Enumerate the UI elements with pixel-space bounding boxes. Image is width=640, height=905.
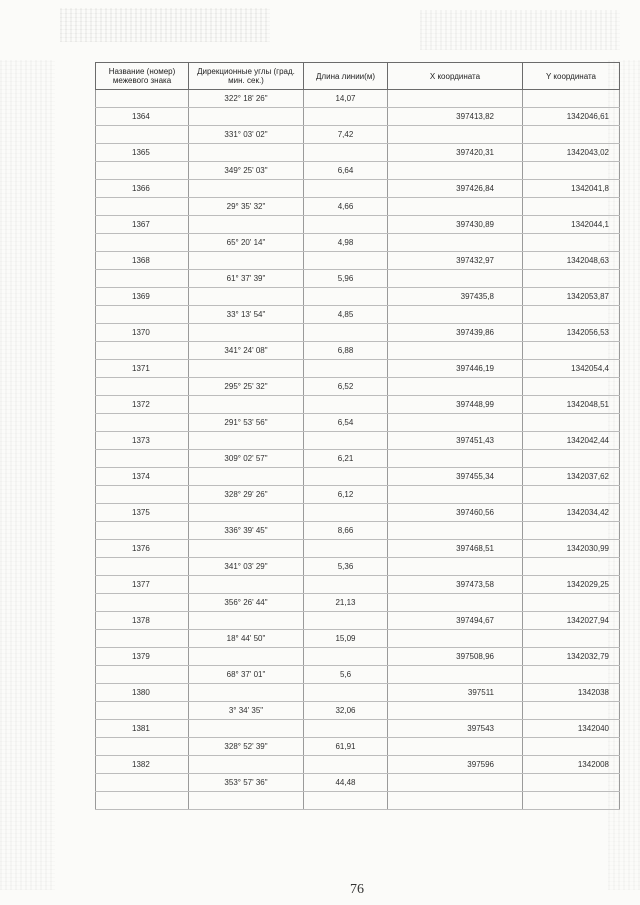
x-cell <box>388 342 523 360</box>
length-cell <box>304 396 388 414</box>
table-row <box>96 594 620 612</box>
table-row <box>96 126 620 144</box>
table-row <box>96 198 620 216</box>
table-row <box>96 270 620 288</box>
x-cell <box>388 198 523 216</box>
length-cell <box>304 216 388 234</box>
table-row <box>96 774 620 792</box>
table-row <box>96 378 620 396</box>
length-cell <box>304 108 388 126</box>
table-row <box>96 288 620 306</box>
length-cell: 6,12 <box>304 486 388 504</box>
table-row <box>96 324 620 342</box>
table-row <box>96 612 620 630</box>
y-cell <box>523 486 620 504</box>
length-cell: 21,13 <box>304 594 388 612</box>
x-cell <box>388 792 523 810</box>
x-cell: 397460,56 <box>388 504 523 522</box>
mark-cell <box>96 666 189 684</box>
x-cell <box>388 666 523 684</box>
mark-cell: 1365 <box>96 144 189 162</box>
y-cell <box>523 522 620 540</box>
angle-cell <box>189 324 304 342</box>
x-cell: 397451,43 <box>388 432 523 450</box>
x-cell <box>388 162 523 180</box>
mark-cell: 1364 <box>96 108 189 126</box>
length-cell <box>304 432 388 450</box>
length-cell: 44,48 <box>304 774 388 792</box>
x-cell: 397473,58 <box>388 576 523 594</box>
length-cell <box>304 792 388 810</box>
mark-cell <box>96 702 189 720</box>
length-cell: 5,6 <box>304 666 388 684</box>
angle-cell <box>189 468 304 486</box>
angle-cell: 33° 13' 54" <box>189 306 304 324</box>
y-cell: 1342048,63 <box>523 252 620 270</box>
coordinates-table <box>95 62 620 810</box>
length-cell <box>304 324 388 342</box>
mark-cell <box>96 450 189 468</box>
table-row <box>96 90 620 108</box>
angle-cell <box>189 252 304 270</box>
angle-cell <box>189 792 304 810</box>
x-cell <box>388 378 523 396</box>
angle-cell: 331° 03' 02" <box>189 126 304 144</box>
x-cell: 397596 <box>388 756 523 774</box>
y-cell: 1342038 <box>523 684 620 702</box>
table-row <box>96 360 620 378</box>
x-cell <box>388 558 523 576</box>
y-cell <box>523 630 620 648</box>
table-row <box>96 630 620 648</box>
y-cell <box>523 198 620 216</box>
table-row <box>96 756 620 774</box>
scan-noise <box>420 10 620 50</box>
x-cell: 397448,99 <box>388 396 523 414</box>
mark-cell: 1370 <box>96 324 189 342</box>
angle-cell <box>189 576 304 594</box>
header-y: Y координата <box>523 63 620 90</box>
length-cell: 5,96 <box>304 270 388 288</box>
y-cell <box>523 738 620 756</box>
x-cell: 397508,96 <box>388 648 523 666</box>
table-row <box>96 450 620 468</box>
table-row <box>96 648 620 666</box>
mark-cell <box>96 522 189 540</box>
x-cell <box>388 234 523 252</box>
table-row <box>96 504 620 522</box>
x-cell <box>388 90 523 108</box>
angle-cell <box>189 504 304 522</box>
table-row <box>96 720 620 738</box>
angle-cell <box>189 756 304 774</box>
mark-cell: 1380 <box>96 684 189 702</box>
length-cell <box>304 180 388 198</box>
length-cell <box>304 648 388 666</box>
y-cell: 1342029,25 <box>523 576 620 594</box>
length-cell: 4,66 <box>304 198 388 216</box>
header-length: Длина линии(м) <box>304 63 388 90</box>
angle-cell <box>189 648 304 666</box>
angle-cell: 341° 24' 08" <box>189 342 304 360</box>
y-cell: 1342043,02 <box>523 144 620 162</box>
angle-cell: 68° 37' 01" <box>189 666 304 684</box>
mark-cell <box>96 342 189 360</box>
length-cell: 6,52 <box>304 378 388 396</box>
x-cell <box>388 306 523 324</box>
table-row <box>96 522 620 540</box>
length-cell: 7,42 <box>304 126 388 144</box>
mark-cell <box>96 378 189 396</box>
table-row <box>96 684 620 702</box>
x-cell: 397430,89 <box>388 216 523 234</box>
angle-cell: 356° 26' 44" <box>189 594 304 612</box>
mark-cell <box>96 126 189 144</box>
length-cell <box>304 576 388 594</box>
page-number: 76 <box>350 882 364 897</box>
table-row <box>96 414 620 432</box>
table-row <box>96 216 620 234</box>
length-cell: 6,21 <box>304 450 388 468</box>
y-cell <box>523 450 620 468</box>
table-header-row <box>96 63 620 90</box>
angle-cell <box>189 396 304 414</box>
mark-cell <box>96 792 189 810</box>
table-row <box>96 108 620 126</box>
length-cell <box>304 144 388 162</box>
mark-cell <box>96 414 189 432</box>
x-cell: 397494,67 <box>388 612 523 630</box>
length-cell <box>304 360 388 378</box>
y-cell <box>523 162 620 180</box>
angle-cell <box>189 288 304 306</box>
y-cell: 1342042,44 <box>523 432 620 450</box>
x-cell <box>388 702 523 720</box>
y-cell: 1342046,61 <box>523 108 620 126</box>
mark-cell <box>96 486 189 504</box>
y-cell: 1342040 <box>523 720 620 738</box>
scan-noise <box>60 8 270 42</box>
y-cell: 1342032,79 <box>523 648 620 666</box>
angle-cell: 336° 39' 45" <box>189 522 304 540</box>
length-cell: 4,98 <box>304 234 388 252</box>
x-cell: 397543 <box>388 720 523 738</box>
y-cell <box>523 702 620 720</box>
length-cell: 15,09 <box>304 630 388 648</box>
angle-cell: 349° 25' 03" <box>189 162 304 180</box>
angle-cell <box>189 684 304 702</box>
mark-cell: 1377 <box>96 576 189 594</box>
table-row <box>96 396 620 414</box>
table-row <box>96 486 620 504</box>
y-cell <box>523 792 620 810</box>
table-row <box>96 792 620 810</box>
x-cell: 397511 <box>388 684 523 702</box>
length-cell <box>304 252 388 270</box>
y-cell <box>523 774 620 792</box>
angle-cell <box>189 180 304 198</box>
x-cell <box>388 594 523 612</box>
mark-cell: 1379 <box>96 648 189 666</box>
x-cell <box>388 774 523 792</box>
y-cell: 1342048,51 <box>523 396 620 414</box>
angle-cell <box>189 540 304 558</box>
angle-cell: 309° 02' 57" <box>189 450 304 468</box>
length-cell <box>304 540 388 558</box>
angle-cell: 295° 25' 32" <box>189 378 304 396</box>
table-row <box>96 162 620 180</box>
y-cell: 1342056,53 <box>523 324 620 342</box>
mark-cell: 1375 <box>96 504 189 522</box>
mark-cell: 1372 <box>96 396 189 414</box>
x-cell <box>388 486 523 504</box>
header-angle: Дирекционные углы (град. мин. сек.) <box>189 63 304 90</box>
table-row <box>96 702 620 720</box>
table-row <box>96 234 620 252</box>
x-cell: 397455,34 <box>388 468 523 486</box>
mark-cell <box>96 270 189 288</box>
mark-cell: 1381 <box>96 720 189 738</box>
x-cell <box>388 270 523 288</box>
angle-cell: 353° 57' 36" <box>189 774 304 792</box>
x-cell <box>388 522 523 540</box>
mark-cell <box>96 594 189 612</box>
y-cell: 1342030,99 <box>523 540 620 558</box>
y-cell: 1342008 <box>523 756 620 774</box>
mark-cell <box>96 90 189 108</box>
mark-cell: 1371 <box>96 360 189 378</box>
mark-cell: 1378 <box>96 612 189 630</box>
length-cell: 8,66 <box>304 522 388 540</box>
y-cell: 1342027,94 <box>523 612 620 630</box>
y-cell <box>523 414 620 432</box>
angle-cell: 328° 52' 39" <box>189 738 304 756</box>
mark-cell <box>96 630 189 648</box>
mark-cell <box>96 738 189 756</box>
length-cell <box>304 612 388 630</box>
angle-cell <box>189 720 304 738</box>
angle-cell: 291° 53' 56" <box>189 414 304 432</box>
y-cell <box>523 594 620 612</box>
angle-cell <box>189 612 304 630</box>
mark-cell: 1368 <box>96 252 189 270</box>
length-cell: 6,54 <box>304 414 388 432</box>
y-cell <box>523 270 620 288</box>
angle-cell <box>189 216 304 234</box>
y-cell: 1342053,87 <box>523 288 620 306</box>
y-cell: 1342044,1 <box>523 216 620 234</box>
mark-cell: 1382 <box>96 756 189 774</box>
mark-cell <box>96 198 189 216</box>
table-row <box>96 306 620 324</box>
table-row <box>96 738 620 756</box>
header-x: X координата <box>388 63 523 90</box>
x-cell: 397420,31 <box>388 144 523 162</box>
x-cell: 397432,97 <box>388 252 523 270</box>
length-cell: 61,91 <box>304 738 388 756</box>
table-row <box>96 558 620 576</box>
angle-cell <box>189 432 304 450</box>
angle-cell <box>189 108 304 126</box>
table-row <box>96 342 620 360</box>
mark-cell <box>96 162 189 180</box>
angle-cell: 328° 29' 26" <box>189 486 304 504</box>
angle-cell: 3° 34' 35" <box>189 702 304 720</box>
mark-cell: 1373 <box>96 432 189 450</box>
length-cell <box>304 720 388 738</box>
table-row <box>96 576 620 594</box>
length-cell: 14,07 <box>304 90 388 108</box>
length-cell: 6,88 <box>304 342 388 360</box>
x-cell <box>388 414 523 432</box>
length-cell: 32,06 <box>304 702 388 720</box>
table-row <box>96 666 620 684</box>
angle-cell: 341° 03' 29" <box>189 558 304 576</box>
y-cell <box>523 378 620 396</box>
mark-cell: 1376 <box>96 540 189 558</box>
angle-cell: 61° 37' 39" <box>189 270 304 288</box>
table-row <box>96 180 620 198</box>
length-cell <box>304 504 388 522</box>
y-cell <box>523 90 620 108</box>
length-cell: 5,36 <box>304 558 388 576</box>
length-cell <box>304 288 388 306</box>
y-cell <box>523 666 620 684</box>
y-cell <box>523 126 620 144</box>
x-cell: 397468,51 <box>388 540 523 558</box>
mark-cell: 1369 <box>96 288 189 306</box>
table-row <box>96 468 620 486</box>
mark-cell <box>96 306 189 324</box>
x-cell: 397435,8 <box>388 288 523 306</box>
x-cell <box>388 738 523 756</box>
length-cell: 6,64 <box>304 162 388 180</box>
table-row <box>96 432 620 450</box>
x-cell: 397426,84 <box>388 180 523 198</box>
x-cell <box>388 630 523 648</box>
x-cell <box>388 450 523 468</box>
x-cell: 397413,82 <box>388 108 523 126</box>
y-cell: 1342034,42 <box>523 504 620 522</box>
mark-cell <box>96 558 189 576</box>
length-cell <box>304 684 388 702</box>
y-cell: 1342037,62 <box>523 468 620 486</box>
mark-cell: 1367 <box>96 216 189 234</box>
x-cell: 397446,19 <box>388 360 523 378</box>
angle-cell: 29° 35' 32" <box>189 198 304 216</box>
angle-cell: 65° 20' 14" <box>189 234 304 252</box>
table-row <box>96 144 620 162</box>
y-cell <box>523 306 620 324</box>
y-cell: 1342054,4 <box>523 360 620 378</box>
angle-cell <box>189 144 304 162</box>
scan-noise <box>0 60 55 890</box>
x-cell: 397439,86 <box>388 324 523 342</box>
y-cell <box>523 558 620 576</box>
mark-cell <box>96 774 189 792</box>
y-cell: 1342041,8 <box>523 180 620 198</box>
length-cell <box>304 468 388 486</box>
x-cell <box>388 126 523 144</box>
mark-cell <box>96 234 189 252</box>
length-cell: 4,85 <box>304 306 388 324</box>
table-row <box>96 252 620 270</box>
header-mark: Название (номер) межевого знака <box>96 63 189 90</box>
angle-cell: 18° 44' 50" <box>189 630 304 648</box>
table-row <box>96 540 620 558</box>
mark-cell: 1366 <box>96 180 189 198</box>
mark-cell: 1374 <box>96 468 189 486</box>
angle-cell <box>189 360 304 378</box>
y-cell <box>523 342 620 360</box>
angle-cell: 322° 18' 26" <box>189 90 304 108</box>
length-cell <box>304 756 388 774</box>
table-body <box>96 90 620 810</box>
y-cell <box>523 234 620 252</box>
